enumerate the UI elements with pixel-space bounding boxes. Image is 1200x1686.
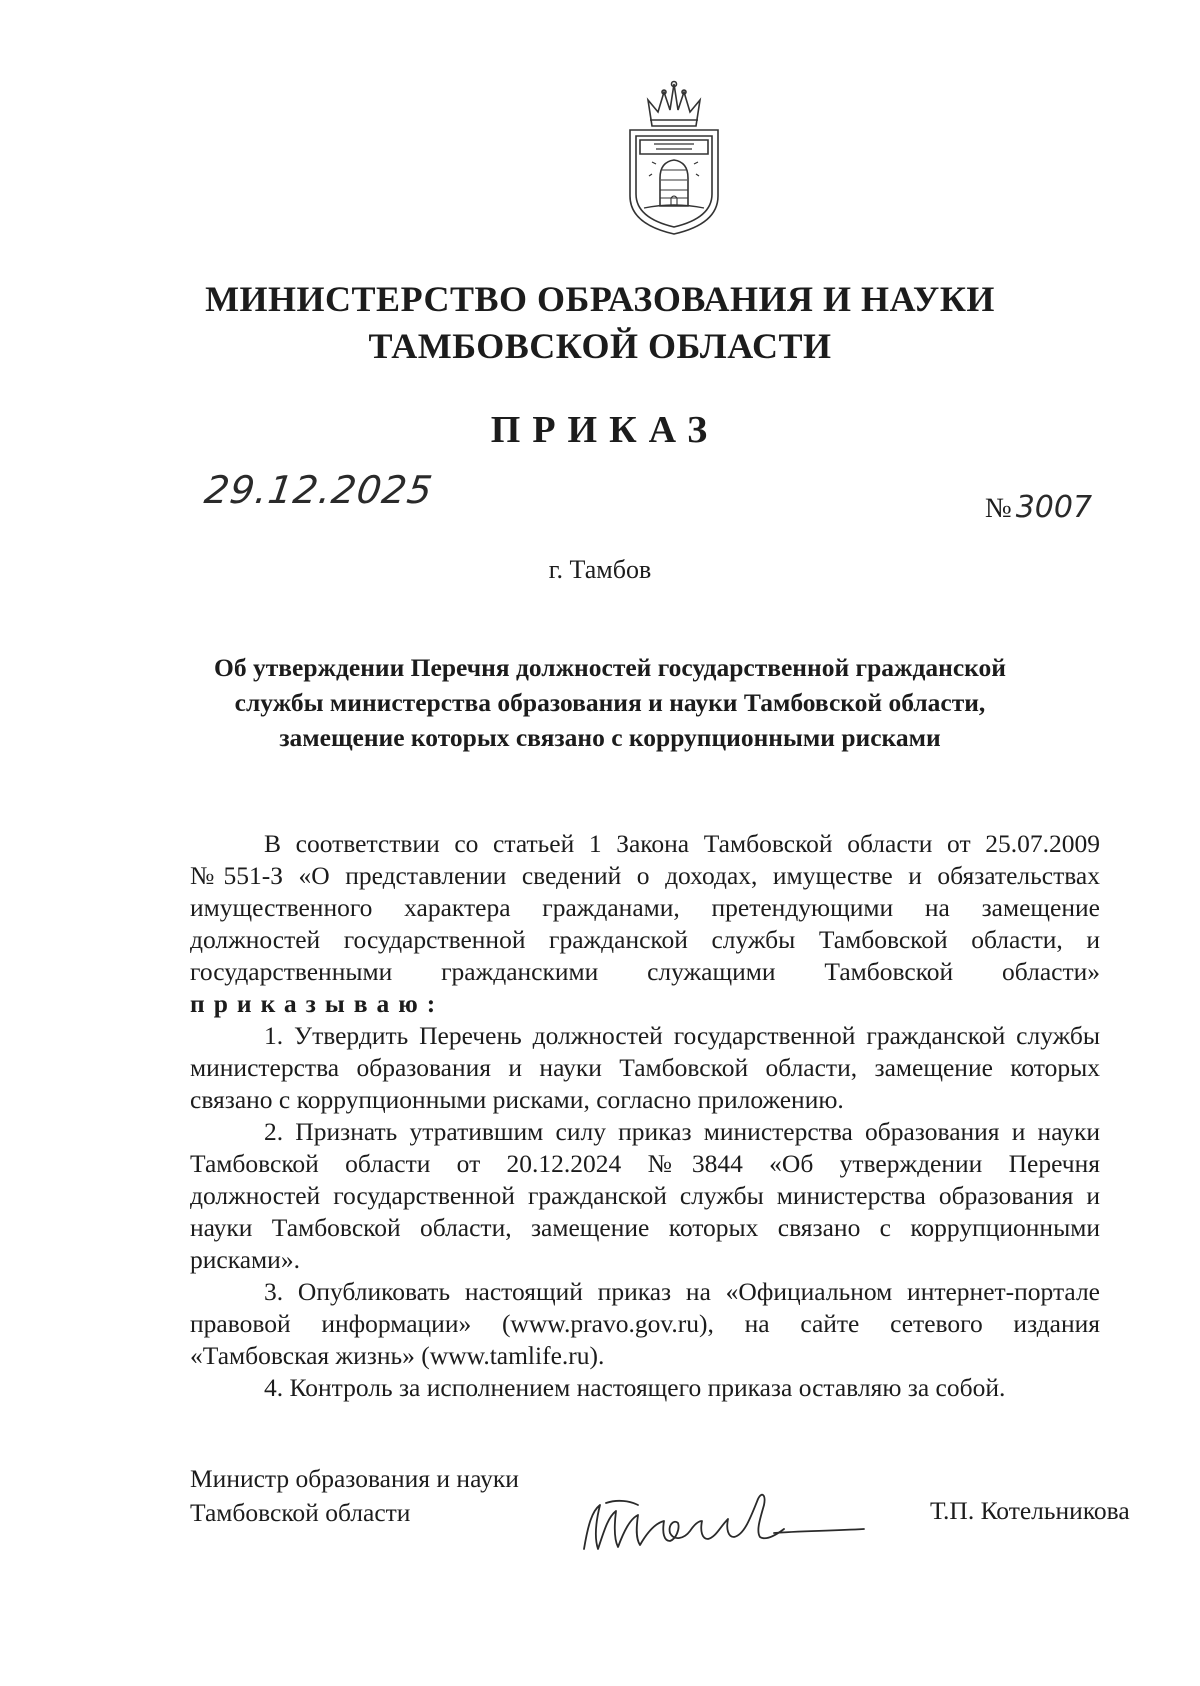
preamble-line: государственными гражданскими служащими Тамбовской области» [190,957,1100,986]
item3-line: правовой информации» (www.pravo.gov.ru), на сайте сетевого издания [190,1309,1100,1338]
preamble-line: имущественного характера гражданами, претендующими на замещение [190,893,1100,922]
item2-line: рисками». [190,1245,300,1274]
item3-line: «Тамбовская жизнь» (www.tamlife.ru). [190,1341,605,1370]
tambov-coat-of-arms-icon [622,78,726,238]
handwritten-number: 3007 [1015,490,1093,525]
item3-line: 3. Опубликовать настоящий приказ на «Официальном интернет-портале [264,1277,1100,1306]
signatory-position-line1: Министр образования и науки [190,1464,519,1493]
number-sign: № [985,493,1012,524]
subject-line3: замещение которых связано с коррупционными рисками [279,723,941,752]
signatory-position [190,1462,519,1530]
signatory-name: Т.П. Котельникова [930,1496,1130,1525]
item2-line: Тамбовской области от 20.12.2024 №3844 «Об утверждении Перечня [190,1149,1100,1178]
subject-line2: службы министерства образования и науки Тамбовской области, [234,688,986,717]
item2-line: должностей государственной гражданской службы министерства образования и [190,1181,1100,1210]
item4-line: 4. Контроль за исполнением настоящего приказа оставляю за собой. [264,1373,1006,1402]
order-word: приказываю: [190,989,445,1018]
order-number [985,490,1092,525]
item2-line: науки Тамбовской области, замещение которых связано с коррупционными [190,1213,1100,1242]
item1-line: министерства образования и науки Тамбовской области, замещение которых [190,1053,1100,1082]
item2-line: 2. Признать утратившим силу приказ министерства образования и науки [264,1117,1100,1146]
subject-line1: Об утверждении Перечня должностей государственной гражданской [214,653,1006,682]
ministry-name-line2: ТАМБОВСКОЙ ОБЛАСТИ [368,326,832,366]
item1-line: 1. Утвердить Перечень должностей государственной гражданской службы [264,1021,1100,1050]
handwritten-date: 29.12.2025 [201,468,436,512]
handwritten-signature-icon [578,1475,868,1565]
preamble-line: В соответствии со статьей 1 Закона Тамбовской области от 25.07.2009 [264,829,1100,858]
city-line: г. Тамбов [548,555,652,584]
document-type-title: ПРИКАЗ [490,409,720,451]
preamble-line: №551-З «О представлении сведений о доходах, имуществе и обязательствах [190,861,1100,890]
item1-line: связано с коррупционными рисками, согласно приложению. [190,1085,844,1114]
preamble-line: должностей государственной гражданской службы Тамбовской области, и [190,925,1100,954]
ministry-name-line1: МИНИСТЕРСТВО ОБРАЗОВАНИЯ И НАУКИ [205,279,995,319]
signatory-position-line2: Тамбовской области [190,1498,411,1527]
document-body [190,828,1100,1404]
